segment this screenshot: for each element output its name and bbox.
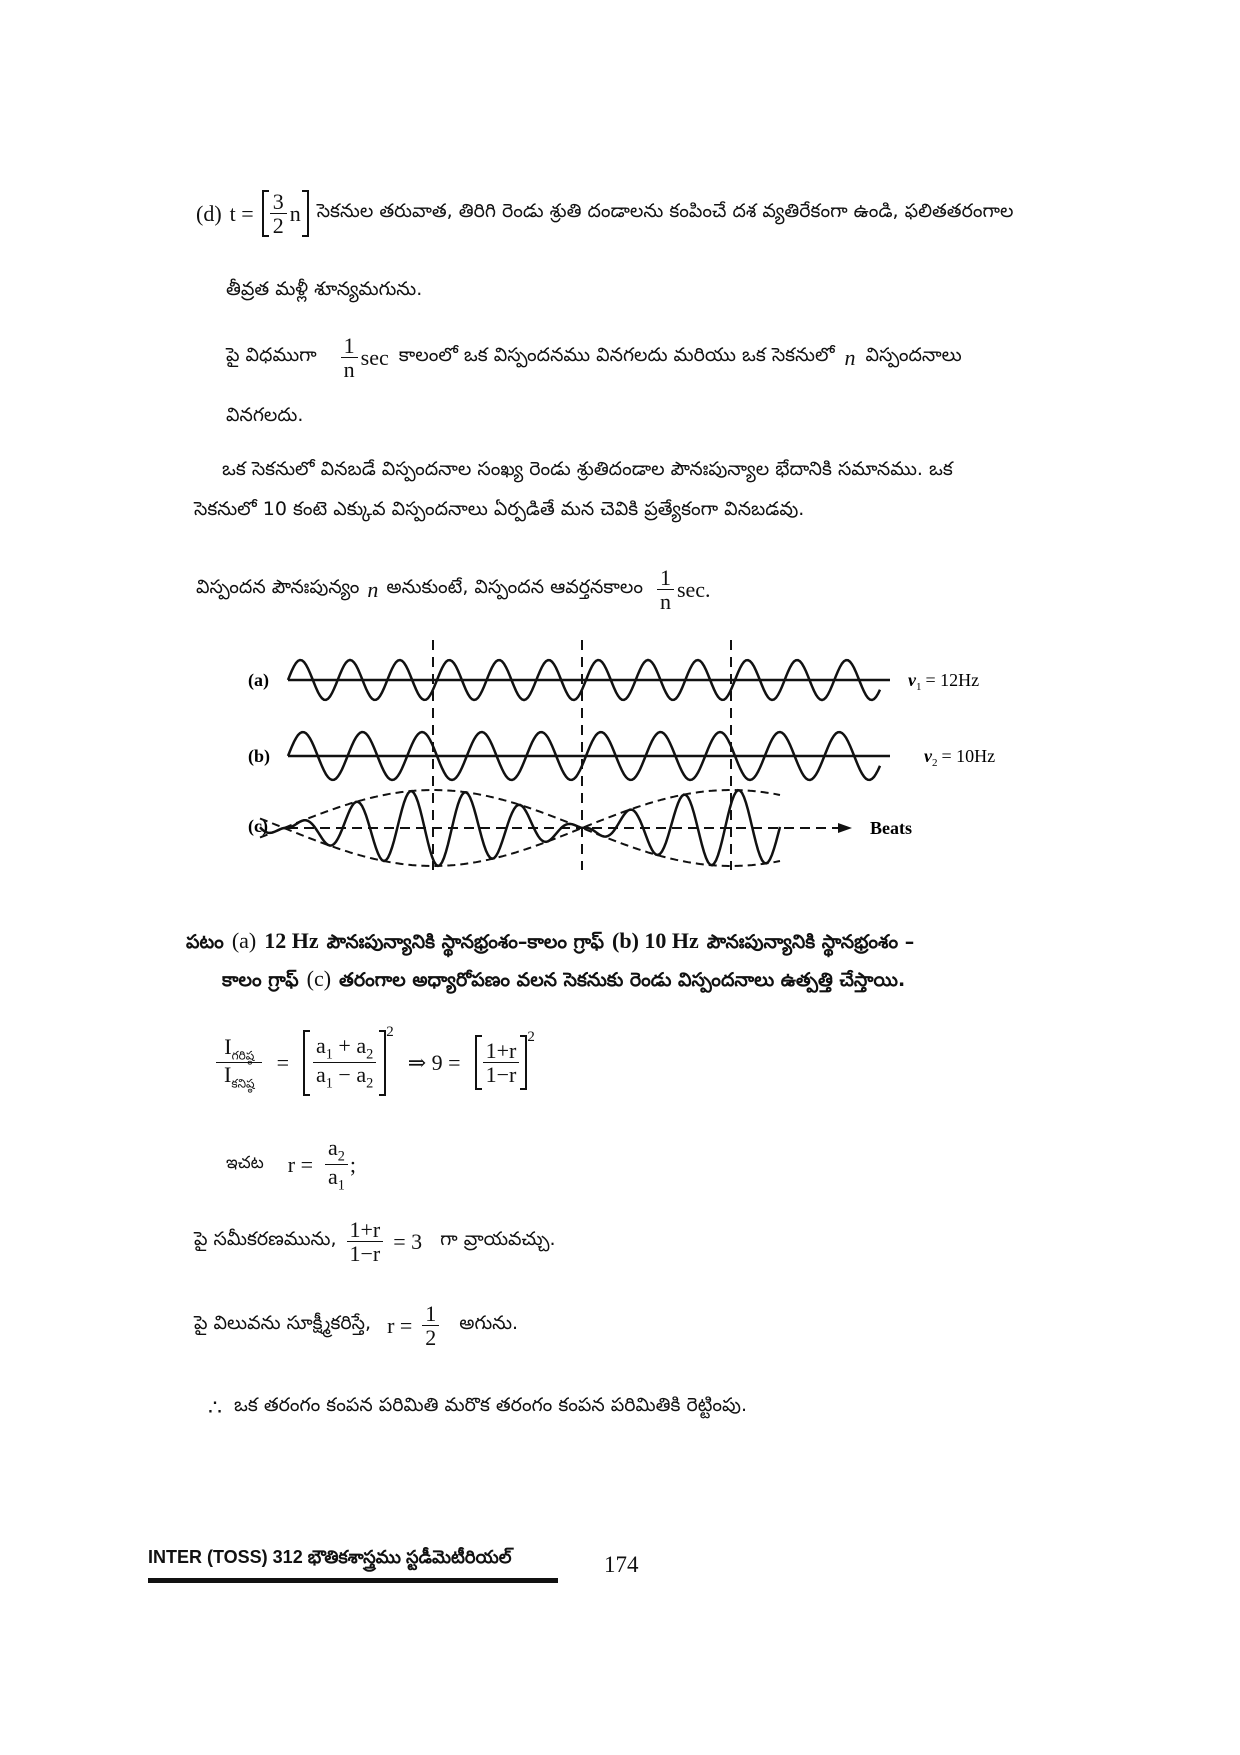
i-max-sub: గరిష్ఠ <box>231 1048 255 1063</box>
fig-label-a: (a) <box>248 670 269 690</box>
r-def-eq: r = <box>287 1151 313 1177</box>
eq-rewrite <box>194 1218 555 1265</box>
i-min <box>216 1063 263 1090</box>
amp-num-a1: a <box>316 1033 326 1058</box>
amp-ratio-group <box>303 1024 394 1096</box>
r-def-semicolon: ; <box>349 1151 357 1177</box>
eq-simplify-frac <box>422 1302 439 1349</box>
nu1-symbol: ν <box>908 670 916 690</box>
r-frac-den: 1−r <box>485 1062 517 1088</box>
eq-rewrite-frac <box>347 1218 384 1265</box>
eq-simplify-eq: r = <box>387 1312 413 1338</box>
eq1-equals: = <box>276 1049 289 1075</box>
beats-para1-suffix: విస్పందనాలు <box>865 344 962 367</box>
beats-para2-line1: ఒక సెకనులో వినబడే విస్పందనాల సంఖ్య రెండు శ్రుతిదండాల పౌనఃపున్యాల భేదానికి సమానము. ఒక <box>222 458 953 480</box>
i-min-sub: కనిష్ఠ <box>231 1076 255 1091</box>
caption-p1: పటం <box>186 931 224 953</box>
r-def-frac <box>325 1136 348 1194</box>
r-def-num-a: a <box>328 1135 338 1160</box>
beats-para1-mid: కాలంలో ఒక విస్పందనము వినగలదు మరియు ఒక సెకనులో <box>398 344 835 367</box>
nu1-label <box>908 670 979 693</box>
eq-rewrite-suffix: గా వ్రాయవచ్చు. <box>440 1228 556 1251</box>
eq-simplify-num: 1 <box>422 1302 439 1326</box>
nu2-symbol: ν <box>924 746 932 766</box>
caption-c: (c) <box>306 966 332 991</box>
period-frac-den: n <box>659 589 671 615</box>
intensity-equation <box>216 1024 535 1096</box>
period-frac-group <box>657 566 711 613</box>
beats-arrow-icon <box>838 823 852 833</box>
envelope-top <box>260 790 780 828</box>
t-fraction <box>270 190 287 237</box>
amp-num-s1: 1 <box>325 1046 333 1063</box>
figure-caption-line1 <box>186 928 914 958</box>
period-mid: అనుకుంటే, విస్పందన ఆవర్తనకాలం <box>386 576 643 599</box>
beats-para1-line2: వినగలదు. <box>226 404 304 426</box>
beats-para1-frac-num: 1 <box>341 334 358 358</box>
t-equals: t = <box>229 200 254 226</box>
beats-para2-line2: సెకనులో 10 కంటె ఎక్కువ విస్పందనాలు ఏర్పడితే మన చెవికి ప్రత్యేకంగా వినబడవు. <box>194 498 805 520</box>
r-def-den <box>325 1165 348 1193</box>
period-line <box>196 566 711 613</box>
period-n: n <box>367 576 379 602</box>
caption-line2-p2: తరంగాల అధ్యారోపణం వలన సెకనుకు రెండు విస్పందనాలు ఉత్పత్తి చేస్తాయి. <box>339 969 906 991</box>
eq-rewrite-num: 1+r <box>347 1218 384 1242</box>
item-d-label: (d) <box>196 200 222 226</box>
page-number: 174 <box>604 1552 639 1577</box>
i-max <box>216 1035 262 1063</box>
eq1-implies: ⇒ 9 = <box>407 1049 461 1075</box>
nu2-sub: 2 <box>932 757 938 769</box>
eq-simplify <box>194 1302 518 1349</box>
fig-label-c: (c) <box>248 816 268 836</box>
amp-square: 2 <box>386 1024 394 1040</box>
amp-den-minus: − a <box>332 1062 367 1088</box>
eq-rewrite-den: 1−r <box>349 1241 381 1267</box>
r-frac-num: 1+r <box>483 1039 520 1063</box>
r-def-num <box>325 1136 348 1165</box>
eq-simplify-prefix: పై విలువను సూక్ష్మీకరిస్తే, <box>194 1312 372 1335</box>
conclusion-text: ఒక తరంగం కంపన పరిమితి మరొక తరంగం కంపన పరిమితికి రెట్టింపు. <box>234 1394 748 1416</box>
i-max-symbol: I <box>224 1034 232 1060</box>
figure-caption-line2 <box>222 966 905 996</box>
intensity-ratio <box>216 1035 263 1090</box>
nu2-value: = 10Hz <box>941 746 996 766</box>
item-d-line <box>196 190 1013 237</box>
amp-den-a1: a <box>316 1062 326 1088</box>
period-frac-num: 1 <box>657 566 674 590</box>
amp-num <box>313 1034 376 1063</box>
nu1-value: = 12Hz <box>925 670 980 690</box>
therefore-icon: ∴ <box>208 1394 222 1420</box>
conclusion <box>208 1394 747 1421</box>
amp-num-plus: + a <box>332 1033 367 1058</box>
r-def-den-sub: 1 <box>337 1177 345 1194</box>
eq-rewrite-prefix: పై సమీకరణమును, <box>194 1228 337 1251</box>
t-bracket <box>262 190 309 237</box>
caption-line2-p1: కాలం గ్రాఫ్ <box>222 969 299 991</box>
caption-b-10hz: (b) 10 Hz <box>612 928 699 953</box>
fig-label-b: (b) <box>248 746 270 766</box>
nu2-label <box>924 746 995 769</box>
beats-para1-frac-group <box>341 334 389 381</box>
period-prefix: విస్పందన పౌనఃపున్యం <box>196 576 360 599</box>
footer-title: INTER (TOSS) 312 భౌతికశాస్త్రము స్టడీమెటీరియల్ <box>148 1547 512 1567</box>
r-definition <box>226 1136 356 1194</box>
t-frac-den: 2 <box>272 213 284 239</box>
r-square: 2 <box>527 1029 535 1046</box>
nu1-sub: 1 <box>916 681 922 693</box>
beats-para1-frac-den: n <box>343 357 355 383</box>
item-d-text2: తీవ్రత మళ్లీ శూన్యమగును. <box>226 278 423 300</box>
caption-12hz: 12 Hz <box>264 928 319 953</box>
r-ratio-group <box>475 1029 535 1090</box>
amp-num-s2: 2 <box>366 1046 374 1063</box>
footer-rule <box>148 1578 558 1583</box>
amp-den-s2: 2 <box>366 1075 374 1092</box>
caption-p3: పౌనఃపున్యానికి స్థానభ్రంశం – <box>706 931 915 953</box>
beats-figure <box>240 640 1040 880</box>
r-bracket <box>475 1035 528 1090</box>
period-unit: sec. <box>676 576 711 602</box>
r-def-den-a: a <box>328 1164 338 1190</box>
eq-rewrite-eq: = 3 <box>393 1228 423 1254</box>
beats-para1-n: n <box>844 344 856 370</box>
caption-p2: పౌనఃపున్యానికి స్థానభ్రంశం–కాలం గ్రాఫ్ <box>326 931 605 953</box>
r-def-num-sub: 2 <box>337 1148 345 1165</box>
beats-para1-line1 <box>226 334 962 381</box>
amp-den-s1: 1 <box>325 1075 333 1092</box>
r-def-label: ఇచట <box>226 1152 264 1173</box>
period-frac <box>657 566 674 613</box>
t-n: n <box>289 200 301 226</box>
beats-para1-frac <box>341 334 358 381</box>
beats-para1-unit: sec <box>360 344 389 370</box>
i-min-symbol: I <box>224 1062 232 1088</box>
eq-simplify-suffix: అగును. <box>459 1312 519 1335</box>
r-frac <box>483 1039 520 1086</box>
amp-frac <box>313 1034 376 1092</box>
amp-den <box>313 1063 376 1091</box>
caption-a: (a) <box>231 928 257 953</box>
beats-para1-prefix: పై విధముగా <box>226 344 317 367</box>
t-frac-num: 3 <box>270 190 287 214</box>
eq-simplify-den: 2 <box>425 1325 437 1351</box>
item-d-text1: సెకనుల తరువాత, తిరిగి రెండు శ్రుతి దండాలను కంపించే దశ వ్యతిరేకంగా ఉండి, ఫలితతరంగాల <box>316 200 1014 223</box>
amp-bracket <box>303 1030 386 1096</box>
beats-label: Beats <box>870 818 912 838</box>
